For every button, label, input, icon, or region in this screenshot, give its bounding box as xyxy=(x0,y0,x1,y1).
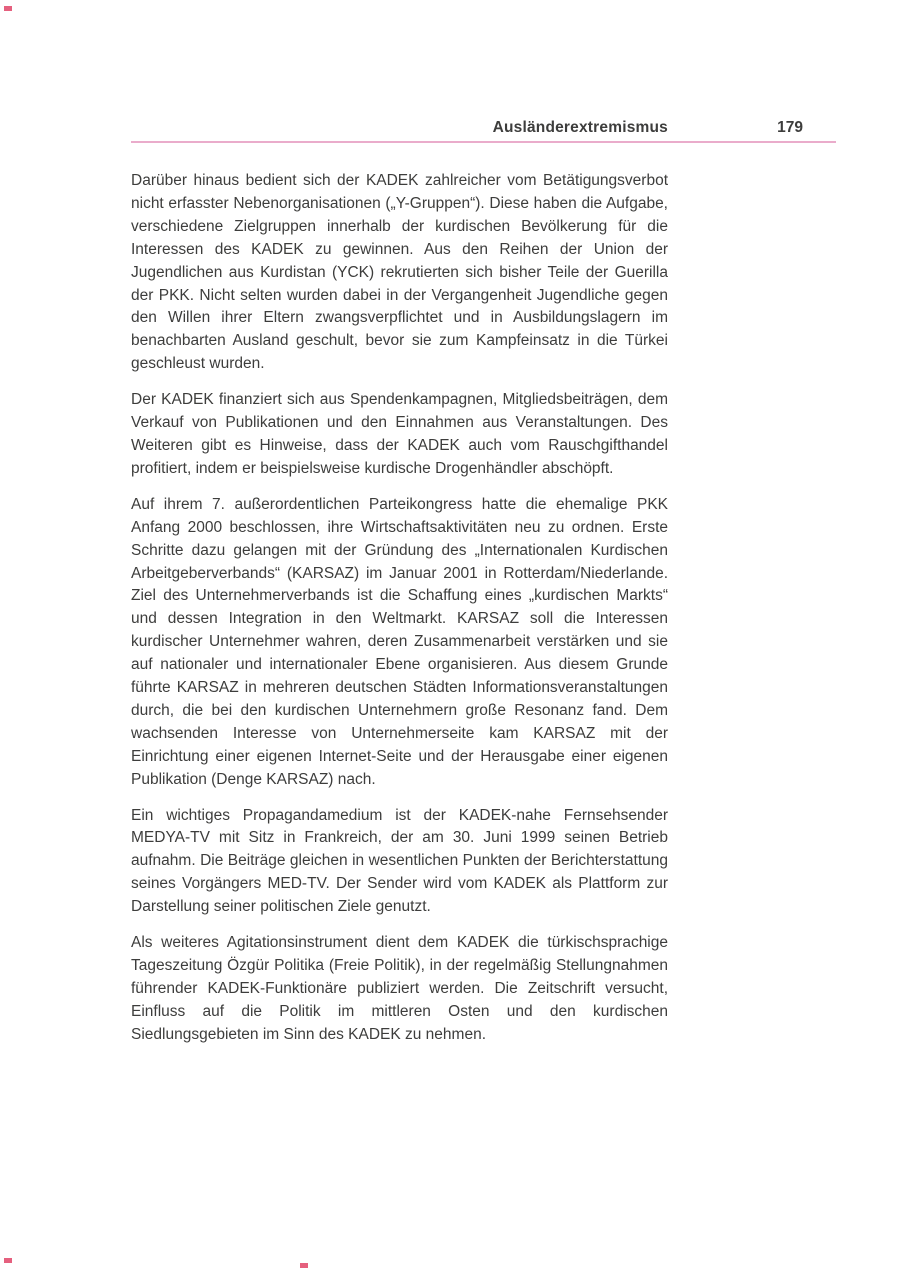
paragraph-medya-tv: Ein wichtiges Propagandamedium ist der KADEK-nahe Fernsehsender MEDYA-TV mit Sitz in Frankreich, der am 30. Juni 1999 seinen Betrieb aufnahm. Die Beiträge gleichen in wesentlichen Punkten der Berichterstattung seines Vorgängers MED-TV. Der Sender wird vom KADEK als Plattform zur Darstellung seiner politischen Ziele genutzt. xyxy=(131,806,668,916)
body-text xyxy=(131,170,668,1060)
header-page-number: 179 xyxy=(777,119,803,136)
paragraph-kadek-finanzierung: Der KADEK finanziert sich aus Spendenkampagnen, Mitgliedsbeiträgen, dem Verkauf von Publikationen und den Einnahmen aus Veranstaltungen. Des Weiteren gibt es Hinweise, dass der KADEK auch vom Rauschgifthandel profitiert, indem er beispielsweise kurdische Drogenhändler abschöpft. xyxy=(131,391,668,477)
crop-mark-bottom-left xyxy=(4,1258,12,1263)
header-section-title: Ausländerextremismus xyxy=(492,119,668,136)
crop-mark-top-left xyxy=(4,6,12,11)
paragraph-karsaz: Auf ihrem 7. außerordentlichen Parteikongress hatte die ehemalige PKK Anfang 2000 beschlossen, ihre Wirtschaftsaktivitäten neu zu ordnen. Erste Schritte dazu gelangen mit der Gründung des „Internationalen Kurdischen Arbeitgeberverbands“ (KARSAZ) im Januar 2001 in Rotterdam/Niederlande. Ziel des Unternehmerverbands ist die Schaffung eines „kurdischen Markts“ und dessen Integration in den Weltmarkt. KARSAZ soll die Interessen kurdischer Unternehmer wahren, deren Zusammenarbeit verstärken und sie auf nationaler und internationaler Ebene organisieren. Aus diesem Grunde führte KARSAZ in mehreren deutschen Städten Informationsveranstaltungen durch, die bei den kurdischen Unternehmern große Resonanz fand. Dem wachsenden Interesse von Unternehmerseite kam KARSAZ mit der Einrichtung einer eigenen Internet-Seite und der Herausgabe einer eigenen Publikation (Denge KARSAZ) nach. xyxy=(131,495,668,788)
paragraph-kadek-nebenorganisationen: Darüber hinaus bedient sich der KADEK zahlreicher vom Betätigungsverbot nicht erfasster Nebenorganisationen („Y-Gruppen“). Diese haben die Aufgabe, verschiedene Zielgruppen innerhalb der kurdischen Bevölkerung für die Interessen des KADEK zu gewinnen. Aus den Reihen der Union der Jugendlichen aus Kurdistan (YCK) rekrutierten sich bisher Teile der Guerilla der PKK. Nicht selten wurden dabei in der Vergangenheit Jugendliche gegen den Willen ihrer Eltern zwangsverpflichtet und in Ausbildungslagern im benachbarten Ausland geschult, bevor sie zum Kampfeinsatz in die Türkei geschleust wurden. xyxy=(131,172,668,373)
header-rule xyxy=(131,141,836,143)
crop-mark-bottom-center xyxy=(300,1263,308,1268)
paragraph-oezguer-politika: Als weiteres Agitationsinstrument dient dem KADEK die türkischsprachige Tageszeitung Özgür Politika (Freie Politik), in der regelmäßig Stellungnahmen führender KADEK-Funktionäre publiziert werden. Die Zeitschrift versucht, Einfluss auf die Politik im mittleren Osten und den kurdischen Siedlungsgebieten im Sinn des KADEK zu nehmen. xyxy=(131,934,668,1043)
